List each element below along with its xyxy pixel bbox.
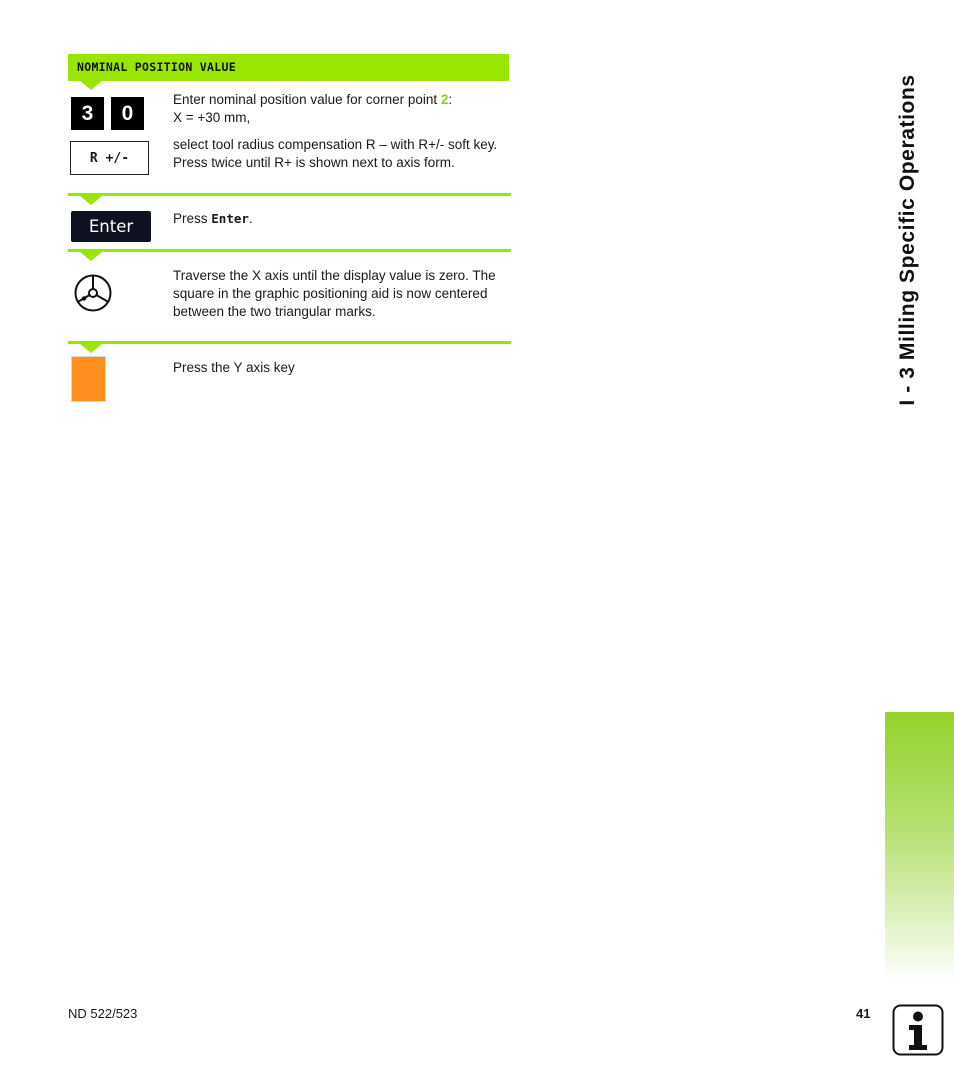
step-separator [68,193,511,196]
section-header-title: NOMINAL POSITION VALUE [77,60,236,74]
corner-point-number: 2 [440,92,449,107]
step-separator [68,249,511,252]
header-notch [80,81,102,90]
chapter-title-text: I - 3 Milling Specific Operations [896,74,919,406]
step-2-text: select tool radius compensation R – with R+/- soft key. Press twice until R+ is shown next to axis form. [173,137,498,170]
enter-code: Enter [211,211,249,226]
key-0[interactable]: 0 [111,97,144,130]
step-5-text: Press the Y axis key [173,360,295,375]
page-number: 41 [856,1006,871,1021]
radius-compensation-softkey[interactable]: R +/- [70,141,149,175]
step-separator [68,341,511,344]
step-4-text: Traverse the X axis until the display value is zero. The square in the graphic positioning aid is now centered between the two triangular marks. [173,268,496,319]
separator-notch [80,344,102,353]
separator-notch [80,196,102,205]
step-3-text: Press Enter. [173,211,253,226]
handwheel-icon [73,273,113,313]
enter-key[interactable]: Enter [71,211,151,242]
step-1-text: Enter nominal position value for corner point 2: X = +30 mm, [173,92,453,125]
step-1-value: X = +30 mm, [173,110,251,125]
footer-model: ND 522/523 [68,1006,138,1021]
info-icon [892,1004,944,1056]
y-axis-key[interactable] [71,356,106,402]
chapter-tab [885,712,954,980]
separator-notch [80,252,102,261]
section-header [68,54,509,81]
key-3[interactable]: 3 [71,97,104,130]
